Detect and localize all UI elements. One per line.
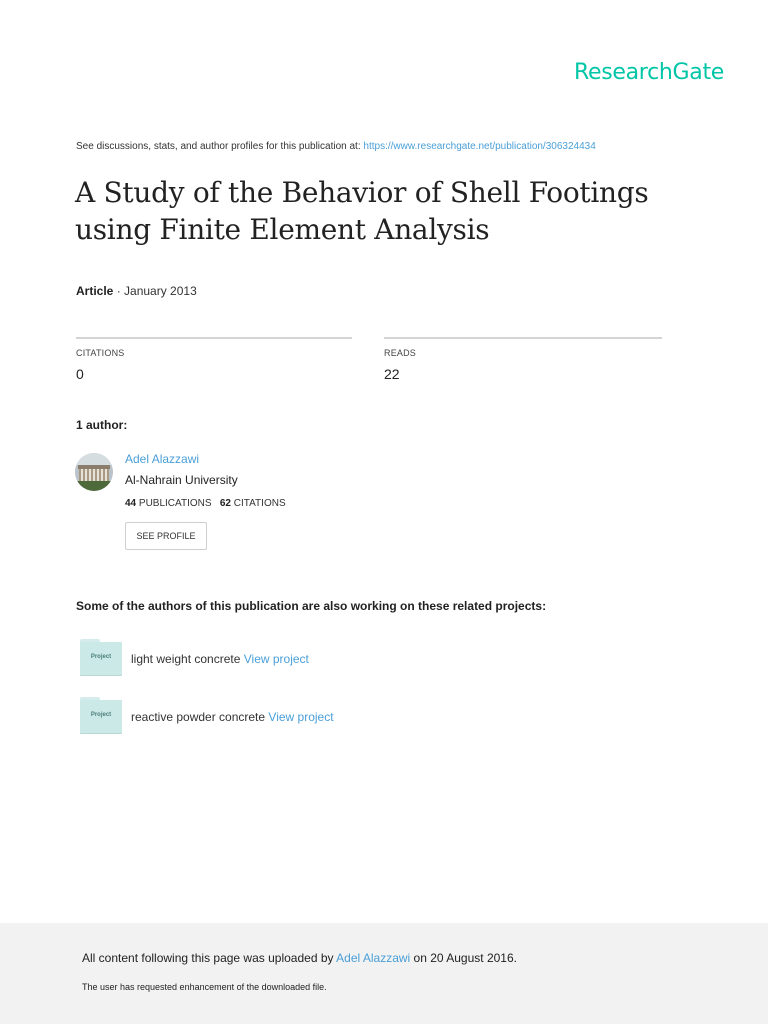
upload-prefix: All content following this page was uploaded by bbox=[82, 951, 337, 965]
reads-label: READS bbox=[384, 348, 417, 358]
author-publications-count: 44 bbox=[125, 498, 137, 509]
source-text: See discussions, stats, and author profiles for this publication at: bbox=[76, 141, 364, 152]
upload-suffix: on 20 August 2016. bbox=[410, 951, 517, 965]
project-item bbox=[131, 710, 334, 724]
uploader-link[interactable]: Adel Alazzawi bbox=[336, 951, 411, 965]
project-name: reactive powder concrete bbox=[131, 710, 266, 724]
author-citations-label: CITATIONS bbox=[230, 498, 286, 509]
upload-info bbox=[82, 951, 517, 965]
reads-value: 22 bbox=[384, 366, 400, 382]
publication-source-line bbox=[76, 141, 596, 152]
author-stats bbox=[125, 498, 286, 509]
publication-type: Article bbox=[76, 284, 114, 298]
publication-date: January 2013 bbox=[124, 284, 197, 298]
enhancement-note: The user has requested enhancement of the downloaded file. bbox=[82, 982, 327, 992]
publication-url-link[interactable]: https://www.researchgate.net/publication/306324434 bbox=[363, 141, 596, 152]
project-item bbox=[131, 652, 309, 666]
author-name-link[interactable]: Adel Alazzawi bbox=[125, 452, 200, 466]
see-profile-button[interactable]: SEE PROFILE bbox=[125, 522, 207, 550]
view-project-link[interactable]: View project bbox=[268, 710, 334, 724]
related-projects-heading: Some of the authors of this publication are also working on these related projects: bbox=[76, 599, 547, 613]
reads-divider bbox=[384, 337, 662, 339]
citations-value: 0 bbox=[76, 366, 84, 382]
researchgate-logo[interactable]: ResearchGate bbox=[574, 60, 725, 85]
citations-label: CITATIONS bbox=[76, 348, 125, 358]
publication-title: A Study of the Behavior of Shell Footings using Finite Element Analysis bbox=[75, 176, 649, 246]
project-name: light weight concrete bbox=[131, 652, 241, 666]
publication-meta bbox=[76, 284, 197, 298]
footer-panel bbox=[0, 923, 768, 1024]
folder-label: Project bbox=[90, 712, 112, 718]
author-citations-count: 62 bbox=[219, 498, 231, 509]
view-project-link[interactable]: View project bbox=[243, 652, 309, 666]
avatar-building-image bbox=[75, 453, 113, 491]
project-folder-icon[interactable] bbox=[80, 639, 122, 675]
folder-label: Project bbox=[90, 654, 112, 660]
author-institution: Al-Nahrain University bbox=[125, 473, 238, 487]
meta-separator: · bbox=[113, 284, 125, 298]
project-folder-icon[interactable] bbox=[80, 697, 122, 733]
author-publications-label: PUBLICATIONS bbox=[136, 498, 212, 509]
authors-heading: 1 author: bbox=[76, 418, 128, 432]
author-avatar[interactable] bbox=[75, 453, 113, 491]
citations-divider bbox=[76, 337, 352, 339]
